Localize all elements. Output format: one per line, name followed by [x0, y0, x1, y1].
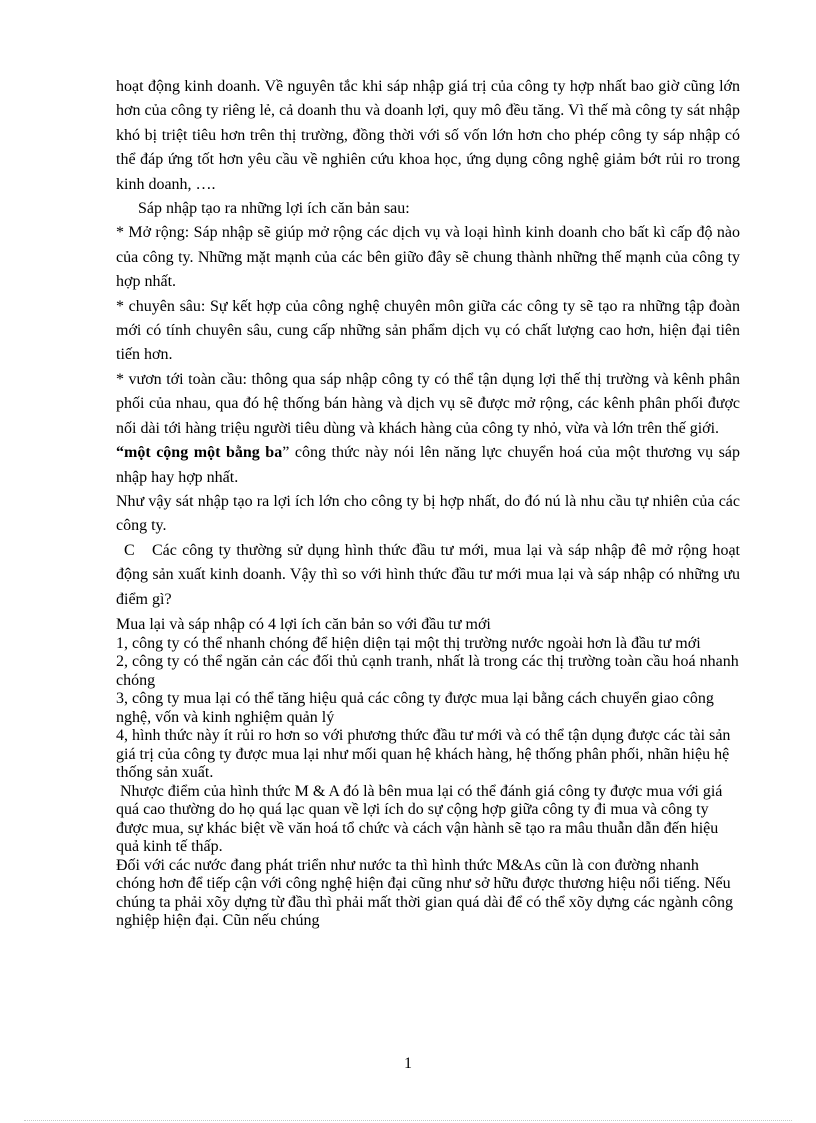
- section-list: [116, 615, 740, 931]
- paragraph-mo-rong: * Mở rộng: Sáp nhập sẽ giúp mở rộng các dịch vụ và loại hình kinh doanh cho bất kì cấp độ nào của công ty. Những mặt mạnh của các bên giữo đây sẽ chung thành những thế mạnh của công ty hợp nhất.: [116, 224, 740, 291]
- quote-rest: ” công thức này nói lên năng lực chuyển hoá của một thương vụ sáp nhập hay hợp nhất.: [116, 444, 740, 486]
- section-justified: [116, 75, 740, 612]
- paragraph-list-lead: Mua lại và sáp nhập có 4 lợi ích căn bản so với đầu tư mới: [116, 615, 491, 633]
- list-item-4: 4, hình thức này ít rủi ro hơn so với phương thức đầu tư mới và có thể tận dụng được các tài sản giá trị của công ty được mua lại như mối quan hệ khách hàng, hệ thống phân phối, nhãn hiệu hệ thống sản xuất.: [116, 727, 731, 782]
- section-c-text: Các công ty thường sử dụng hình thức đầu tư mới, mua lại và sáp nhập đê mở rộng hoạt động sản xuất kinh doanh. Vậy thì so với hình thức đầu tư mới mua lại và sáp nhập có những ưu điểm gì?: [116, 541, 740, 608]
- quote-bold: “một cộng một bằng ba: [116, 444, 283, 462]
- paragraph-benefits-lead: Sáp nhập tạo ra những lợi ích căn bản sau:: [138, 200, 410, 218]
- paragraph-conclusion: Như vậy sát nhập tạo ra lợi ích lớn cho công ty bị hợp nhất, do đó nú là nhu cầu tự nhiên của các công ty.: [116, 492, 740, 535]
- paragraph-doi-voi: Đối với các nước đang phát triển như nước ta thì hình thức M&As cũn là con đường nhanh chóng hơn để tiếp cận với công nghệ hiện đại cũng như sở hữu được thương hiệu nổi tiếng. Nếu chúng ta phải xõy dựng từ đầu thì phải mất thời gian quá dài để có thể xõy dựng các ngành công nghiệp hiện đại. Cũn nếu chúng: [116, 856, 733, 930]
- paragraph-chuyen-sau: * chuyên sâu: Sự kết hợp của công nghệ chuyên môn giữa các công ty sẽ tạo ra những tập đoàn mới có tính chuyên sâu, cung cấp những sản phẩm dịch vụ có chất lượng cao hơn, hiện đại tiên tiến hơn.: [116, 297, 740, 364]
- paragraph-nhuoc-diem: Nhược điểm của hình thức M & A đó là bên mua lại có thể đánh giá công ty được mua với giá quá cao thường do họ quá lạc quan về lợi ích do sự cộng hợp giữa công ty đi mua và công ty được mua, sự khác biệt về văn hoá tổ chức và cách vận hành sẽ tạo ra mâu thuẫn dẫn đến hiệu quả kinh tế thấp.: [116, 782, 723, 856]
- paragraph-intro: hoạt động kinh doanh. Về nguyên tắc khi sáp nhập giá trị của công ty hợp nhất bao giờ cũng lớn hơn của công ty riêng lẻ, cả doanh thu và doanh lợi, quy mô đều tăng. Vì thế mà công ty sát nhập khó bị triệt tiêu hơn trên thị trường, đồng thời với số vốn lớn hơn cho phép công ty sáp nhập có thể đáp ứng tốt hơn yêu cầu về nghiên cứu khoa học, ứng dụng công nghệ giảm bớt rủi ro trong kinh doanh, ….: [116, 78, 740, 193]
- paragraph-section-c: [116, 539, 740, 612]
- list-item-2: 2, công ty có thể ngăn cản các đối thủ cạnh tranh, nhất là trong các thị trường toàn cầu hoá nhanh chóng: [116, 653, 739, 689]
- footer-divider: [24, 1120, 792, 1121]
- body-text: [116, 75, 740, 931]
- section-c-label: C: [124, 541, 135, 559]
- list-item-1: 1, công ty có thể nhanh chóng để hiện diện tại một thị trường nước ngoài hơn là đầu tư mới: [116, 634, 701, 652]
- page-number: 1: [404, 1055, 412, 1072]
- list-item-3: 3, công ty mua lại có thể tăng hiệu quả các công ty được mua lại bằng cách chuyển giao công nghệ, vốn và kinh nghiệm quản lý: [116, 690, 714, 726]
- paragraph-toan-cau: * vươn tới toàn cầu: thông qua sáp nhập công ty có thể tận dụng lợi thế thị trường và kênh phân phối của nhau, qua đó hệ thống bán hàng và dịch vụ sẽ được mở rộng, các kênh phân phối được nối dài tới hàng triệu người tiêu dùng và khách hàng của công ty nhỏ, vừa và lớn trên thế giới.: [116, 370, 740, 437]
- paragraph-quote: [116, 441, 740, 490]
